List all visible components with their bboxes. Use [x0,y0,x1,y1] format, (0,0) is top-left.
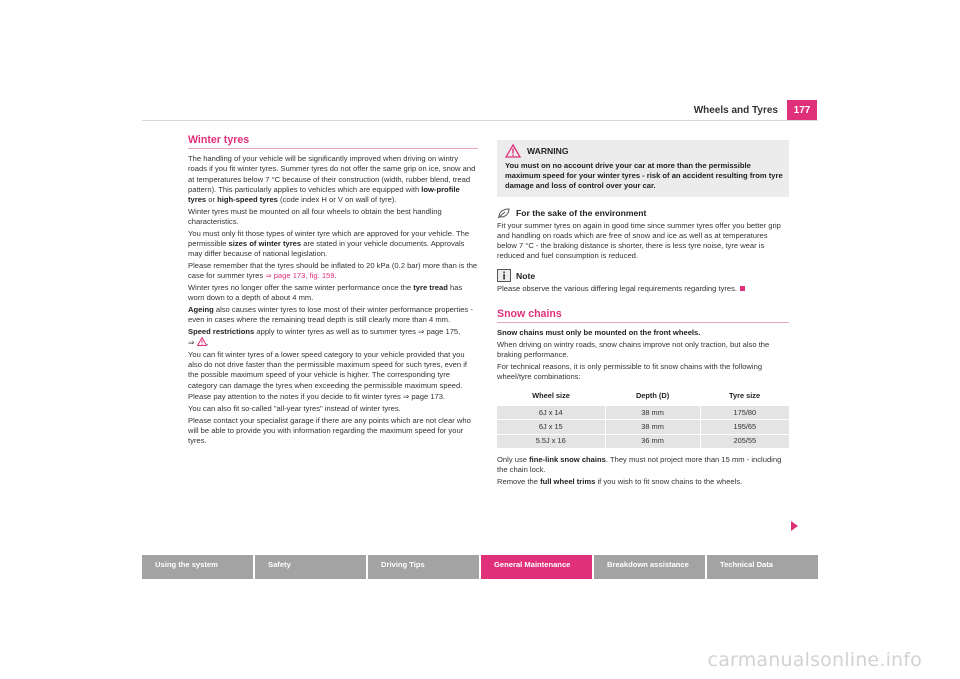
paragraph: Please pay attention to the notes if you decide to fit winter tyres ⇒ page 173. [188,392,446,402]
paragraph: For technical reasons, it is only permissible to fit snow chains with the following wheel/tyre combinations: [497,361,763,381]
bold-term: tyre tread [413,283,448,293]
column-header: Tyre size [729,391,761,401]
page-number: 177 [787,100,817,120]
column-header: Wheel size [532,391,570,401]
paragraph [188,261,478,281]
section-heading-snow-chains: Snow chains [497,309,789,323]
paragraph: Please contact your specialist garage if there are any points which are not clear who will be able to provide you with information regarding the maximum speed for your tyres. [188,416,471,446]
text-run: also causes winter tyres to lose most of their winter performance properties - even in cases where the remaining tread depth is still clearly more than 4 mm. [188,305,473,325]
bold-term: sizes of winter tyres [228,239,302,249]
environment-heading [497,207,789,219]
paragraph: You can also fit so-called "all-year tyres" instead of winter tyres. [188,404,401,414]
bold-lead: Snow chains must only be mounted on the front wheels. [497,327,701,337]
table-cell: 205/55 [700,434,789,448]
text-run: if you wish to fit snow chains to the wheels. [595,476,743,486]
table-cell: 36 mm [605,434,700,448]
right-column [497,140,789,489]
footer-tab-technical-data[interactable]: Technical Data [707,555,818,579]
paragraph [188,154,478,205]
text-run: has worn down to a depth of about 4 mm. [188,283,463,303]
bold-term: fine-link snow chains [529,454,606,464]
text-run: The handling of your vehicle will be significantly improved when driving on wintry roads if you fit winter tyres. Summer tyres do not offer the same grip on ice, snow and at temperatures below 7 °C because of their construction (width, rubber blend, tread pattern). This particularly applies to vehicles which are equipped with [188,154,476,194]
next-page-arrow-icon[interactable] [791,521,798,531]
paragraph: Winter tyres must be mounted on all four wheels to obtain the best handling characteristics. [188,206,442,227]
arrow-glyph: ⇒ [188,338,195,348]
watermark: carmanualsonline.info [707,649,922,671]
text-run: Remove the [497,476,541,486]
text-run: (code index H or V on wall of tyre). [277,195,397,205]
environment-title: For the sake of the environment [516,207,647,218]
text-run: apply to winter tyres as well as to summer tyres ⇒ page 175, [254,327,461,337]
text-run: are stated in your vehicle documents. Approvals may differ because of national legislation. [188,239,465,259]
paragraph [188,229,478,260]
warning-title: WARNING [527,145,569,156]
table-row [497,420,789,434]
text-run: Only use [497,454,530,464]
left-column [188,135,478,448]
running-header: Wheels and Tyres [693,105,778,116]
table-row [497,434,789,448]
footer-nav [142,555,818,579]
paragraph [497,455,789,475]
warning-triangle-icon[interactable] [197,337,207,346]
footer-tab-breakdown-assistance[interactable]: Breakdown assistance [594,555,705,579]
text-run: or [206,195,218,205]
note-title: Note [516,270,536,281]
bold-term: Speed restrictions [188,327,255,337]
table-cell: 175/80 [700,406,789,420]
paragraph [188,283,478,303]
text-run: . They must not project more than 15 mm - including the chain lock. [497,454,782,475]
warning-header [505,144,783,158]
table-cell: 195/65 [700,420,789,434]
header-rule [142,120,818,121]
bold-term: Ageing [188,305,214,315]
table-cell: 6J x 14 [497,406,605,420]
paragraph [497,477,789,487]
table-row [497,406,789,420]
footer-tab-using-the-system[interactable]: Using the system [142,555,253,579]
table-cell: 38 mm [605,420,700,434]
footer-tab-general-maintenance[interactable]: General Maintenance [481,555,592,579]
paragraph [188,305,478,325]
text-run: Please remember that the tyres should be inflated to 20 kPa (0.2 bar) more than is the case for summer tyres [188,261,478,281]
paragraph: When driving on wintry roads, snow chains improve not only traction, but also the braking performance. [497,339,770,359]
table-cell: 6J x 15 [497,420,605,434]
footer-tab-safety[interactable]: Safety [255,555,366,579]
text-run: . [334,271,337,281]
paragraph [497,328,789,338]
bold-term: high-speed tyres [217,195,278,205]
text-run: . [206,338,209,348]
note-heading [497,269,789,282]
table-cell: 38 mm [605,406,700,420]
environment-icon [497,207,511,219]
text-run: Please observe the various differing legal requirements regarding tyres. [497,284,738,294]
column-header: Depth (D) [635,391,670,401]
paragraph [188,327,478,348]
snow-chain-table [497,388,789,448]
section-end-marker [740,286,745,291]
page-link[interactable]: ⇒ page 173, fig. 159 [265,271,335,281]
note-text [497,284,789,294]
table-header-row [497,388,789,406]
warning-triangle-icon [505,144,521,158]
table-cell: 5.5J x 16 [497,434,605,448]
text-run: You must only fit those types of winter tyre which are approved for your vehicle. The permissible [188,228,470,249]
bold-term: full wheel trims [540,476,596,486]
note-icon [497,269,511,282]
warning-text: You must on no account drive your car at more than the permissible maximum speed for your winter tyres - risk of an accident resulting from tyre damage and loss of control over your car. [505,161,783,191]
text-run: Winter tyres no longer offer the same winter performance once the [188,283,414,293]
footer-tab-driving-tips[interactable]: Driving Tips [368,555,479,579]
paragraph: You can fit winter tyres of a lower speed category to your vehicle provided that you also do not drive faster than the permissible maximum speed for such tyres, even if the possible maximum speed of your vehicle is higher. The corresponding tyre category can damage the tyres when exceeding the permissible maximum speed. [188,350,467,390]
environment-text: Fit your summer tyres on again in good time since summer tyres offer you better grip and handling on roads which are free of snow and ice as well as at temperatures below 7 °C - the braking distance is shorter, there is less tyre noise, tyre wear is reduced and fuel consumption is reduced. [497,220,781,261]
section-heading-winter-tyres: Winter tyres [188,135,478,149]
bold-term: low-profile tyres [188,184,460,205]
warning-box [497,140,789,197]
